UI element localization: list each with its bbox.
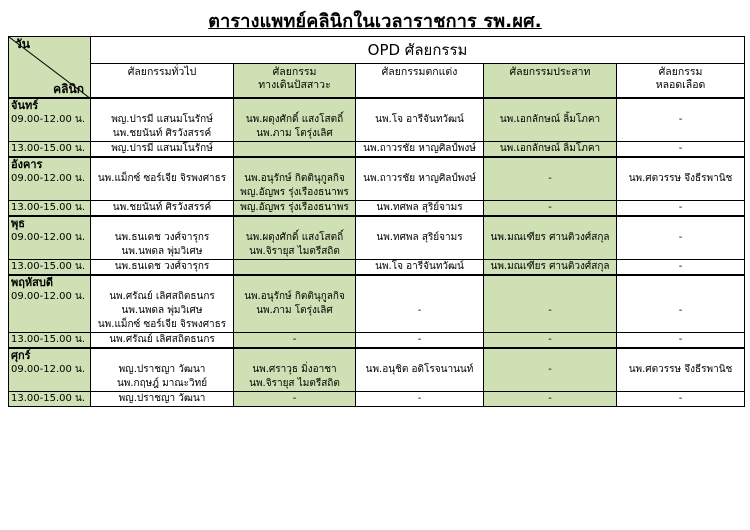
doctor-name: -	[678, 232, 683, 243]
page-title: ตารางแพทย์คลินิกในเวลาราชการ รพ.ผศ.	[208, 11, 542, 32]
doctor-name: -	[678, 114, 683, 125]
doctor-name	[234, 142, 356, 158]
doctor-name: -	[484, 392, 617, 407]
doctor-name: พญ.อัญพร รุ่งเรืองธนาพร	[240, 187, 349, 198]
schedule-cell	[484, 275, 617, 333]
doctor-name: นพ.ถาวรชัย หาญศิลป์พงษ์	[363, 173, 476, 184]
morning-time: 09.00-12.00 น.	[11, 173, 86, 184]
column-header-line1: ศัลยกรรมตกแต่ง	[381, 66, 458, 79]
schedule-cell	[484, 216, 617, 260]
column-header-line2: หลอดเลือด	[655, 79, 706, 92]
morning-time: 09.00-12.00 น.	[11, 291, 86, 302]
afternoon-time: 13.00-15.00 น.	[9, 260, 91, 276]
doctor-name: นพ.จิรายุส ไมตรีสถิต	[249, 246, 340, 257]
doctor-name: -	[484, 201, 617, 217]
schedule-cell	[234, 348, 356, 392]
morning-time: 09.00-12.00 น.	[11, 232, 86, 243]
doctor-name: -	[417, 305, 422, 316]
schedule-cell	[91, 157, 234, 201]
column-header-3	[484, 64, 617, 98]
day-name: พฤหัสบดี	[11, 276, 54, 289]
doctor-name: นพ.อนุชิต อดิโรจนานนท์	[365, 364, 474, 375]
schedule-cell	[91, 275, 234, 333]
day-row-afternoon	[9, 142, 745, 158]
doctor-name: นพ.เอกลักษณ์ ลิ้มโภคา	[484, 142, 617, 158]
day-name: ศุกร์	[11, 349, 31, 362]
schedule-cell	[234, 98, 356, 142]
doctor-name: นพ.ธนเดช วงศ์จารุกร	[114, 232, 210, 243]
schedule-cell	[234, 157, 356, 201]
corner-day-label: วัน	[15, 37, 30, 51]
day-row-afternoon	[9, 333, 745, 349]
day-row-morning	[9, 216, 745, 260]
column-header-0	[91, 64, 234, 98]
day-name: อังคาร	[11, 158, 43, 171]
morning-time: 09.00-12.00 น.	[11, 364, 86, 375]
day-time-cell	[9, 98, 91, 142]
afternoon-time: 13.00-15.00 น.	[9, 201, 91, 217]
doctor-name: -	[484, 333, 617, 349]
schedule-cell	[356, 157, 484, 201]
column-header-1	[234, 64, 356, 98]
schedule-table	[8, 36, 745, 407]
doctor-name: นพ.โจ อารีจันทวัฒน์	[356, 260, 484, 276]
doctor-name: -	[617, 201, 745, 217]
schedule-cell	[91, 216, 234, 260]
corner-clinic-label: คลินิก	[53, 82, 84, 96]
day-row-morning	[9, 98, 745, 142]
doctor-name: พญ.ปราชญา วัฒนา	[118, 364, 206, 375]
schedule-cell	[484, 98, 617, 142]
day-row-morning	[9, 348, 745, 392]
doctor-name: พญ.อัญพร รุ่งเรืองธนาพร	[234, 201, 356, 217]
column-header-line2: ทางเดินปัสสาวะ	[258, 79, 331, 92]
doctor-name: นพ.แม็กซ์ ซอร์เจีย จิรพงศาธร	[97, 173, 227, 184]
afternoon-time: 13.00-15.00 น.	[9, 392, 91, 407]
doctor-name: -	[617, 333, 745, 349]
schedule-cell	[617, 157, 745, 201]
day-row-morning	[9, 275, 745, 333]
doctor-name: นพ.ผดุงศักดิ์ แสงโสตถิ์	[245, 232, 344, 243]
doctor-name: นพ.ภาม โตรุ่งเลิศ	[256, 305, 333, 316]
doctor-name: นพ.ศตวรรษ จึงธีรพานิช	[628, 364, 733, 375]
schedule-cell	[484, 157, 617, 201]
doctor-name: -	[548, 305, 552, 316]
doctor-name: นพ.เอกลักษณ์ ลิ้มโภคา	[499, 114, 601, 125]
doctor-name: -	[678, 305, 683, 316]
schedule-cell	[617, 216, 745, 260]
doctor-name: นพ.นพดล พุ่มวิเศษ	[121, 305, 203, 316]
doctor-name	[234, 260, 356, 276]
doctor-name: นพ.ถาวรชัย หาญศิลป์พงษ์	[356, 142, 484, 158]
day-row-afternoon	[9, 201, 745, 217]
doctor-name: -	[234, 392, 356, 407]
afternoon-time: 13.00-15.00 น.	[9, 142, 91, 158]
doctor-name: -	[234, 333, 356, 349]
doctor-name: -	[617, 142, 745, 158]
doctor-name: นพ.ธนเดช วงศ์จารุกร	[91, 260, 234, 276]
doctor-name: นพ.มณเฑียร ศานติวงศ์สกุล	[484, 260, 617, 276]
doctor-name: นพ.อนุรักษ์ กิตตินุกูลกิจ	[244, 173, 345, 184]
column-header-line1: ศัลยกรรมประสาท	[509, 66, 591, 79]
doctor-name: พญ.ปารมี แสนมโนรักษ์	[111, 114, 213, 125]
column-header-line1: ศัลยกรรมทั่วไป	[127, 66, 197, 79]
doctor-name: นพ.ศตวรรษ จึงธีรพานิช	[628, 173, 733, 184]
column-header-4	[617, 64, 745, 98]
doctor-name: -	[548, 364, 552, 375]
doctor-name: นพ.ภาม โตรุ่งเลิศ	[256, 128, 333, 139]
doctor-name: พญ.ปราชญา วัฒนา	[91, 392, 234, 407]
doctor-name: นพ.นพดล พุ่มวิเศษ	[121, 246, 203, 257]
schedule-cell	[91, 98, 234, 142]
day-time-cell	[9, 275, 91, 333]
schedule-cell	[91, 348, 234, 392]
day-name: พุธ	[11, 217, 25, 230]
schedule-cell	[617, 348, 745, 392]
schedule-cell	[617, 98, 745, 142]
doctor-name: นพ.ศราวุธ มิ่งอาชา	[252, 364, 337, 375]
opd-header: OPD ศัลยกรรม	[91, 37, 745, 64]
schedule-cell	[617, 275, 745, 333]
doctor-name: นพ.แม็กซ์ ซอร์เจีย จิรพงศาธร	[97, 319, 227, 330]
doctor-name: นพ.ทศพล สุริย์จามร	[356, 201, 484, 217]
doctor-name: -	[356, 333, 484, 349]
doctor-name: นพ.ชยนันท์ ศิรวังสรรค์	[91, 201, 234, 217]
doctor-name: นพ.ผดุงศักดิ์ แสงโสตถิ์	[245, 114, 344, 125]
schedule-cell	[234, 216, 356, 260]
morning-time: 09.00-12.00 น.	[11, 114, 86, 125]
day-time-cell	[9, 157, 91, 201]
doctor-name: -	[548, 173, 552, 184]
doctor-name: นพ.จิรายุส ไมตรีสถิต	[249, 378, 340, 389]
doctor-name: -	[356, 392, 484, 407]
doctor-name: นพ.ทศพล สุริย์จามร	[376, 232, 463, 243]
schedule-cell	[356, 98, 484, 142]
corner-cell	[9, 37, 91, 99]
day-row-afternoon	[9, 260, 745, 276]
doctor-name: นพ.ศรัณย์ เลิศสถิตธนกร	[91, 333, 234, 349]
doctor-name: -	[617, 260, 745, 276]
schedule-cell	[484, 348, 617, 392]
doctor-name: นพ.กฤษฎ์ มาณะวิทย์	[116, 378, 208, 389]
doctor-name: นพ.โจ อารีจันทวัฒน์	[375, 114, 464, 125]
doctor-name: พญ.ปารมี แสนมโนรักษ์	[91, 142, 234, 158]
doctor-name: นพ.ศรัณย์ เลิศสถิตธนกร	[109, 291, 215, 302]
column-header-line1: ศัลยกรรม	[272, 66, 317, 79]
column-header-2	[356, 64, 484, 98]
doctor-name: -	[617, 392, 745, 407]
schedule-cell	[234, 275, 356, 333]
day-name: จันทร์	[11, 99, 39, 112]
schedule-cell	[356, 216, 484, 260]
doctor-name: นพ.ชยนันท์ ศิรวังสรรค์	[112, 128, 212, 139]
day-time-cell	[9, 348, 91, 392]
schedule-cell	[356, 348, 484, 392]
schedule-cell	[356, 275, 484, 333]
doctor-name: นพ.อนุรักษ์ กิตตินุกูลกิจ	[244, 291, 345, 302]
column-header-line1: ศัลยกรรม	[658, 66, 703, 79]
day-time-cell	[9, 216, 91, 260]
doctor-name: นพ.มณเฑียร ศานติวงศ์สกุล	[490, 232, 610, 243]
day-row-afternoon	[9, 392, 745, 407]
day-row-morning	[9, 157, 745, 201]
afternoon-time: 13.00-15.00 น.	[9, 333, 91, 349]
